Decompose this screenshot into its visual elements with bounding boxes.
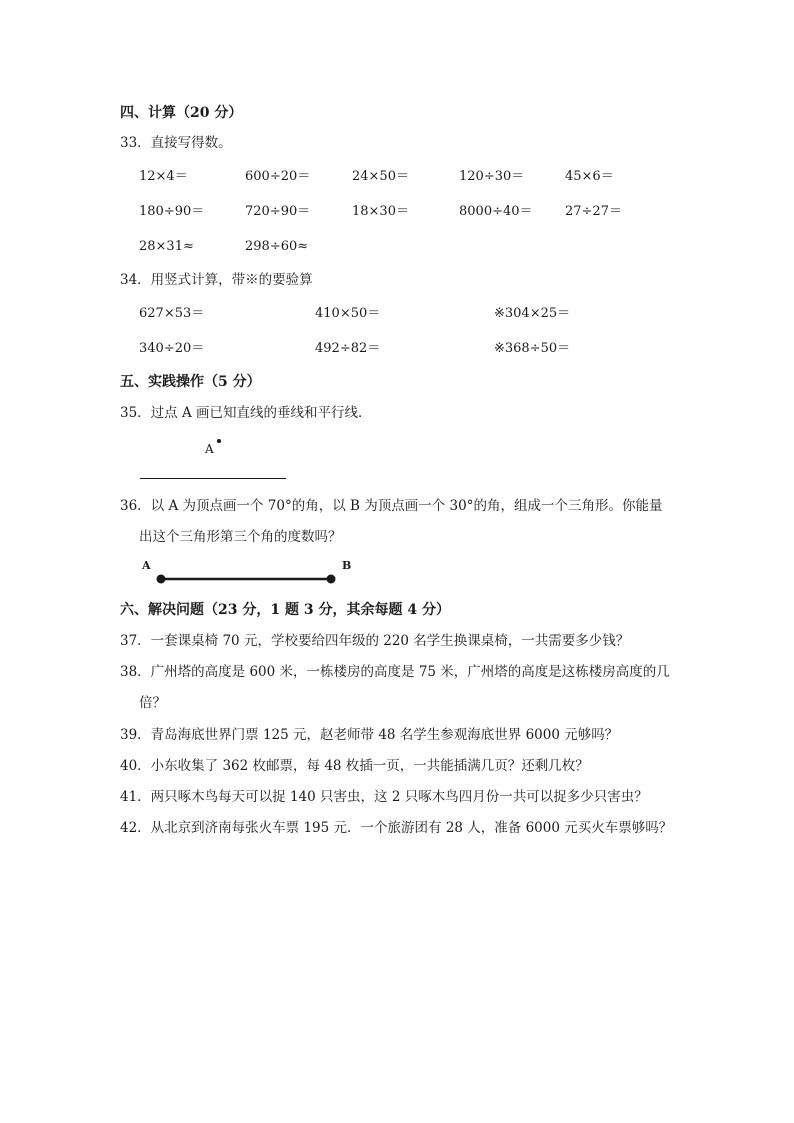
q36-line1: 36．以 A 为顶点画一个 70°的角，以 B 为顶点画一个 30°的角，组成一个三角形。你能量: [120, 498, 663, 514]
q35-title: 35．过点 A 画已知直线的垂线和平行线．: [120, 405, 372, 421]
q33-item: 8000÷40＝: [459, 204, 533, 219]
segment-label-b: B: [342, 559, 352, 572]
q33-item: 28×31≈: [139, 239, 194, 254]
q33-item: 18×30＝: [352, 204, 409, 219]
q34-title: 34．用竖式计算，带※的要验算: [120, 272, 313, 288]
q37-text: 37．一套课桌椅 70 元，学校要给四年级的 220 名学生换课桌椅，一共需要多少钱？: [120, 633, 630, 649]
q38-line1: 38．广州塔的高度是 600 米，一栋楼房的高度是 75 米，广州塔的高度是这栋楼房高度的几: [120, 664, 670, 680]
q38-line2: 倍？: [139, 695, 166, 711]
section-5-heading: 五、实践操作（5 分）: [120, 374, 261, 390]
q36-line2: 出这个三角形第三个角的度数吗？: [139, 529, 342, 545]
q33-item: 298÷60≈: [245, 239, 309, 254]
q33-item: 120÷30＝: [459, 169, 525, 184]
q33-item: 45×6＝: [565, 169, 614, 184]
segment-label-a: A: [142, 559, 151, 572]
q33-item: 600÷20＝: [245, 169, 311, 184]
endpoint-a-dot: [157, 575, 166, 584]
section-4-heading: 四、计算（20 分）: [120, 105, 243, 121]
q33-item: 24×50＝: [352, 169, 409, 184]
q42-text: 42．从北京到济南每张火车票 195 元．一个旅游团有 28 人，准备 6000 元买火车票够吗？: [120, 820, 673, 836]
section-6-heading: 六、解决问题（23 分，1 题 3 分，其余每题 4 分）: [120, 602, 450, 618]
endpoint-b-dot: [327, 575, 336, 584]
q34-item: 340÷20＝: [139, 341, 205, 356]
q41-text: 41．两只啄木鸟每天可以捉 140 只害虫，这 2 只啄木鸟四月份一共可以捉多少只害虫？: [120, 789, 648, 805]
q34-item: 410×50＝: [315, 306, 381, 321]
q33-item: 12×4＝: [139, 169, 188, 184]
q33-item: 720÷90＝: [245, 204, 311, 219]
q34-item: ※304×25＝: [494, 306, 571, 321]
q40-text: 40．小东收集了 362 枚邮票，每 48 枚插一页，一共能插满几页？还剩几枚？: [120, 758, 589, 774]
q33-item: 27÷27＝: [565, 204, 622, 219]
q33-item: 180÷90＝: [139, 204, 205, 219]
q39-text: 39．青岛海底世界门票 125 元，赵老师带 48 名学生参观海底世界 6000 元够吗？: [120, 727, 619, 743]
q34-item: ※368÷50＝: [494, 341, 571, 356]
q34-item: 627×53＝: [139, 306, 205, 321]
q33-title: 33．直接写得数。: [120, 135, 232, 151]
q34-item: 492÷82＝: [315, 341, 381, 356]
point-a-label: A: [205, 442, 214, 456]
